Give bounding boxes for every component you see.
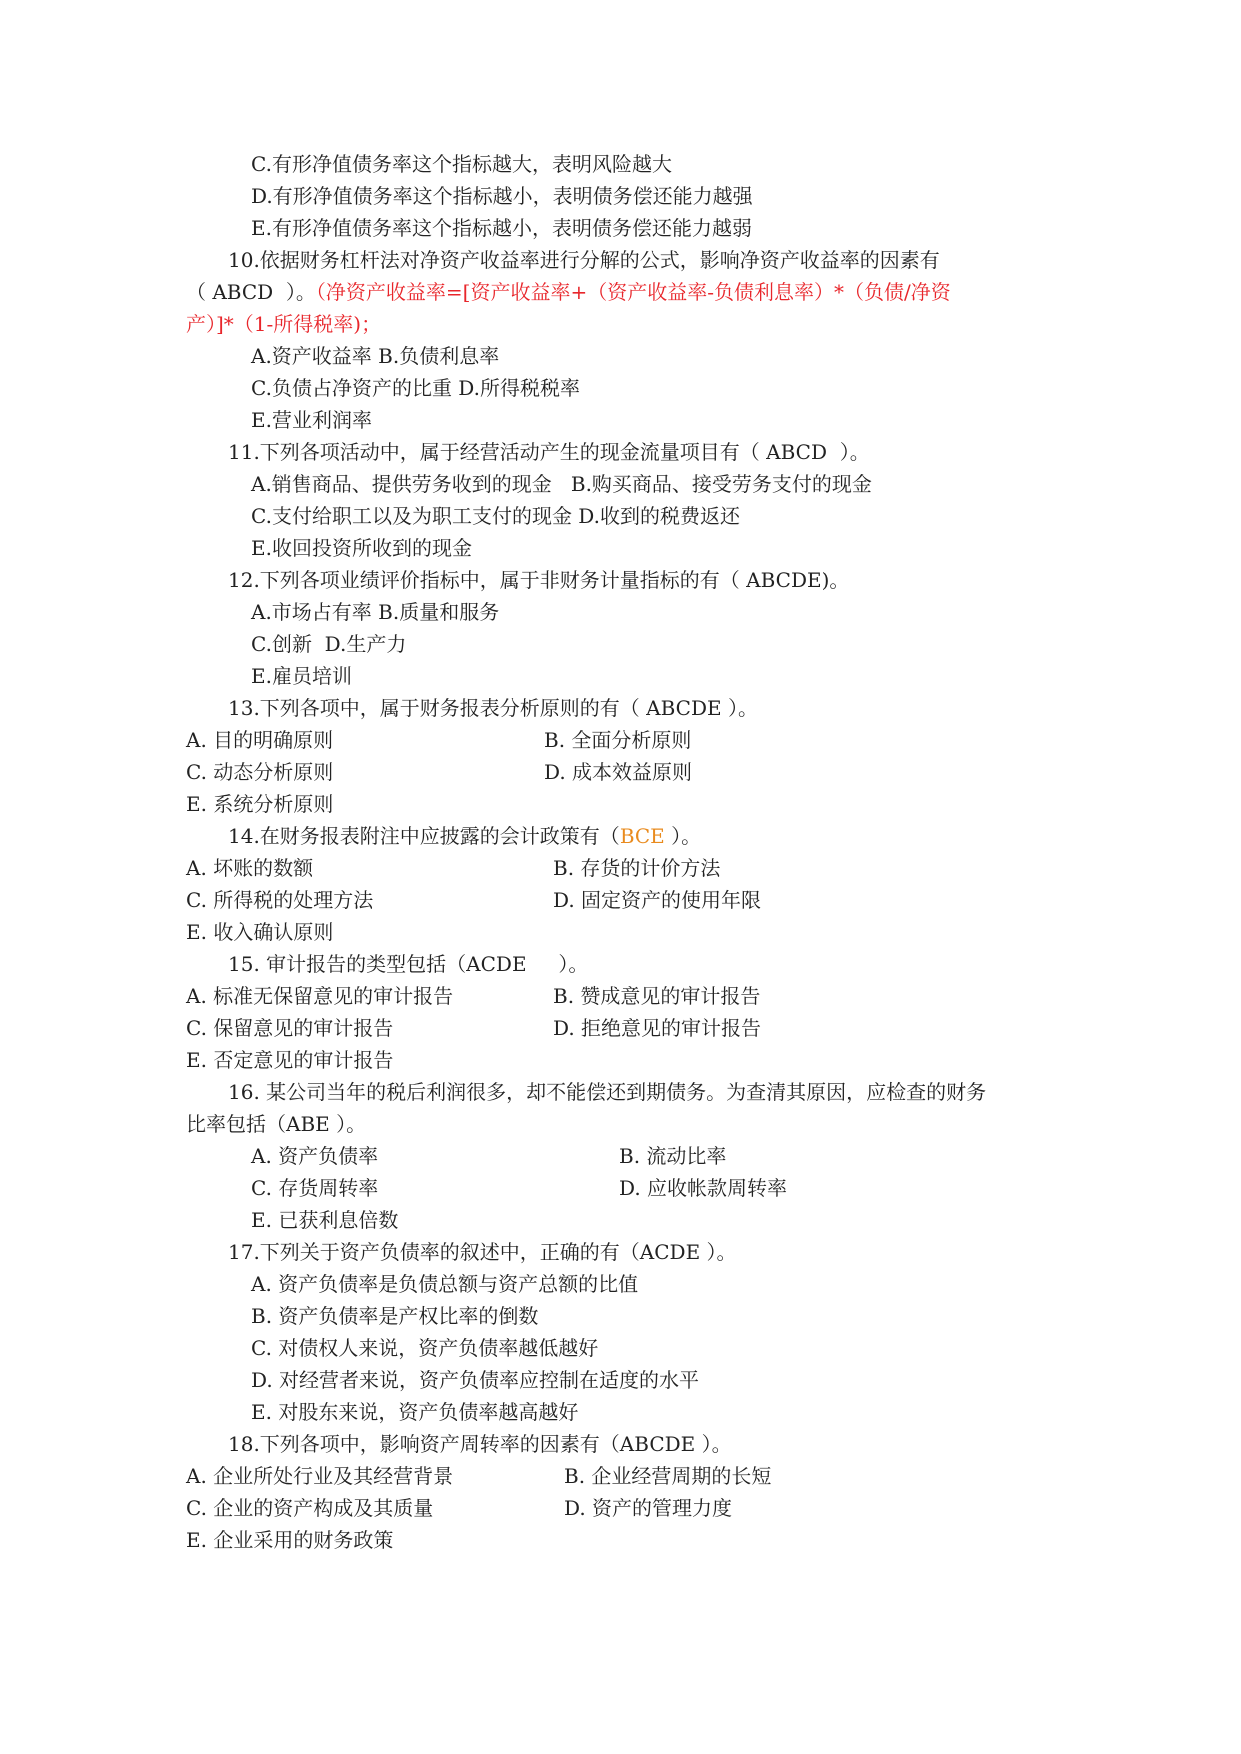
question-11: 11.下列各项活动中，属于经营活动产生的现金流量项目有（ ABCD ）。 xyxy=(228,440,870,464)
option-line: A.销售商品、提供劳务收到的现金 B.购买商品、接受劳务支付的现金 xyxy=(251,472,872,496)
option-line: E. 收入确认原则 xyxy=(186,920,334,944)
question-10: 10.依据财务杠杆法对净资产收益率进行分解的公式，影响净资产收益率的因素有 xyxy=(228,248,940,272)
text-line: D.有形净值债务率这个指标越小，表明债务偿还能力越强 xyxy=(251,184,753,208)
question-12: 12.下列各项业绩评价指标中，属于非财务计量指标的有（ ABCDE)。 xyxy=(228,568,850,592)
option-line: B. 资产负债率是产权比率的倒数 xyxy=(251,1304,539,1328)
question-14 xyxy=(228,820,701,852)
option-line: E. 企业采用的财务政策 xyxy=(186,1528,394,1552)
option-left: C. 所得税的处理方法 xyxy=(186,888,374,912)
option-left: C. 动态分析原则 xyxy=(186,760,334,784)
option-right: B. 存货的计价方法 xyxy=(553,856,721,880)
option-line: E. 系统分析原则 xyxy=(186,792,334,816)
question-13: 13.下列各项中，属于财务报表分析原则的有（ ABCDE ）。 xyxy=(228,696,758,720)
option-line: E. 否定意见的审计报告 xyxy=(186,1048,394,1072)
option-left: A. 目的明确原则 xyxy=(186,728,334,752)
option-left: C. 保留意见的审计报告 xyxy=(186,1016,394,1040)
option-left: C. 企业的资产构成及其质量 xyxy=(186,1496,434,1520)
option-right: D. 应收帐款周转率 xyxy=(619,1176,788,1200)
answer: BCE xyxy=(619,824,672,848)
option-left: A. 坏账的数额 xyxy=(186,856,314,880)
question-16: 16. 某公司当年的税后利润很多，却不能偿还到期债务。为查清其原因，应检查的财务 xyxy=(228,1080,987,1104)
option-line: E. 已获利息倍数 xyxy=(251,1208,399,1232)
formula-note: （净资产收益率=[资产收益率+（资产收益率-负债利息率）*（负债/净资 xyxy=(315,280,951,304)
text-line: E.有形净值债务率这个指标越小，表明债务偿还能力越弱 xyxy=(251,216,752,240)
option-right: B. 赞成意见的审计报告 xyxy=(553,984,761,1008)
formula-note: 产）]*（1-所得税率)； xyxy=(186,312,382,336)
option-right: B. 企业经营周期的长短 xyxy=(564,1464,772,1488)
option-line: C.支付给职工以及为职工支付的现金 D.收到的税费返还 xyxy=(251,504,740,528)
option-line: C. 对债权人来说，资产负债率越低越好 xyxy=(251,1336,599,1360)
question-17: 17.下列关于资产负债率的叙述中，正确的有（ACDE ）。 xyxy=(228,1240,737,1264)
option-line: A.市场占有率 B.质量和服务 xyxy=(251,600,500,624)
question-18: 18.下列各项中，影响资产周转率的因素有（ABCDE ）。 xyxy=(228,1432,732,1456)
option-line: E.雇员培训 xyxy=(251,664,352,688)
option-line: A. 资产负债率是负债总额与资产总额的比值 xyxy=(251,1272,639,1296)
option-left: A. 企业所处行业及其经营背景 xyxy=(186,1464,454,1488)
option-line: A.资产收益率 B.负债利息率 xyxy=(251,344,500,368)
option-left: A. 资产负债率 xyxy=(251,1144,379,1168)
question-text: 比率包括（ABE ）。 xyxy=(186,1112,367,1136)
question-text: 14.在财务报表附注中应披露的会计政策有（ xyxy=(228,824,620,848)
option-line: E.收回投资所收到的现金 xyxy=(251,536,472,560)
answer-line xyxy=(186,276,951,308)
option-right: B. 流动比率 xyxy=(619,1144,727,1168)
question-15: 15. 审计报告的类型包括（ACDE ）。 xyxy=(228,952,589,976)
option-right: D. 成本效益原则 xyxy=(544,760,693,784)
option-line: E. 对股东来说，资产负债率越高越好 xyxy=(251,1400,579,1424)
option-right: B. 全面分析原则 xyxy=(544,728,692,752)
option-line: C.负债占净资产的比重 D.所得税税率 xyxy=(251,376,580,400)
option-right: D. 固定资产的使用年限 xyxy=(553,888,762,912)
answer: （ ABCD ）。 xyxy=(186,280,316,304)
option-right: D. 拒绝意见的审计报告 xyxy=(553,1016,762,1040)
option-left: A. 标准无保留意见的审计报告 xyxy=(186,984,454,1008)
option-left: C. 存货周转率 xyxy=(251,1176,379,1200)
option-line: C.创新 D.生产力 xyxy=(251,632,407,656)
text-line: C.有形净值债务率这个指标越大，表明风险越大 xyxy=(251,152,672,176)
question-text: ）。 xyxy=(671,824,702,848)
option-line: D. 对经营者来说，资产负债率应控制在适度的水平 xyxy=(251,1368,700,1392)
option-right: D. 资产的管理力度 xyxy=(564,1496,733,1520)
option-line: E.营业利润率 xyxy=(251,408,372,432)
